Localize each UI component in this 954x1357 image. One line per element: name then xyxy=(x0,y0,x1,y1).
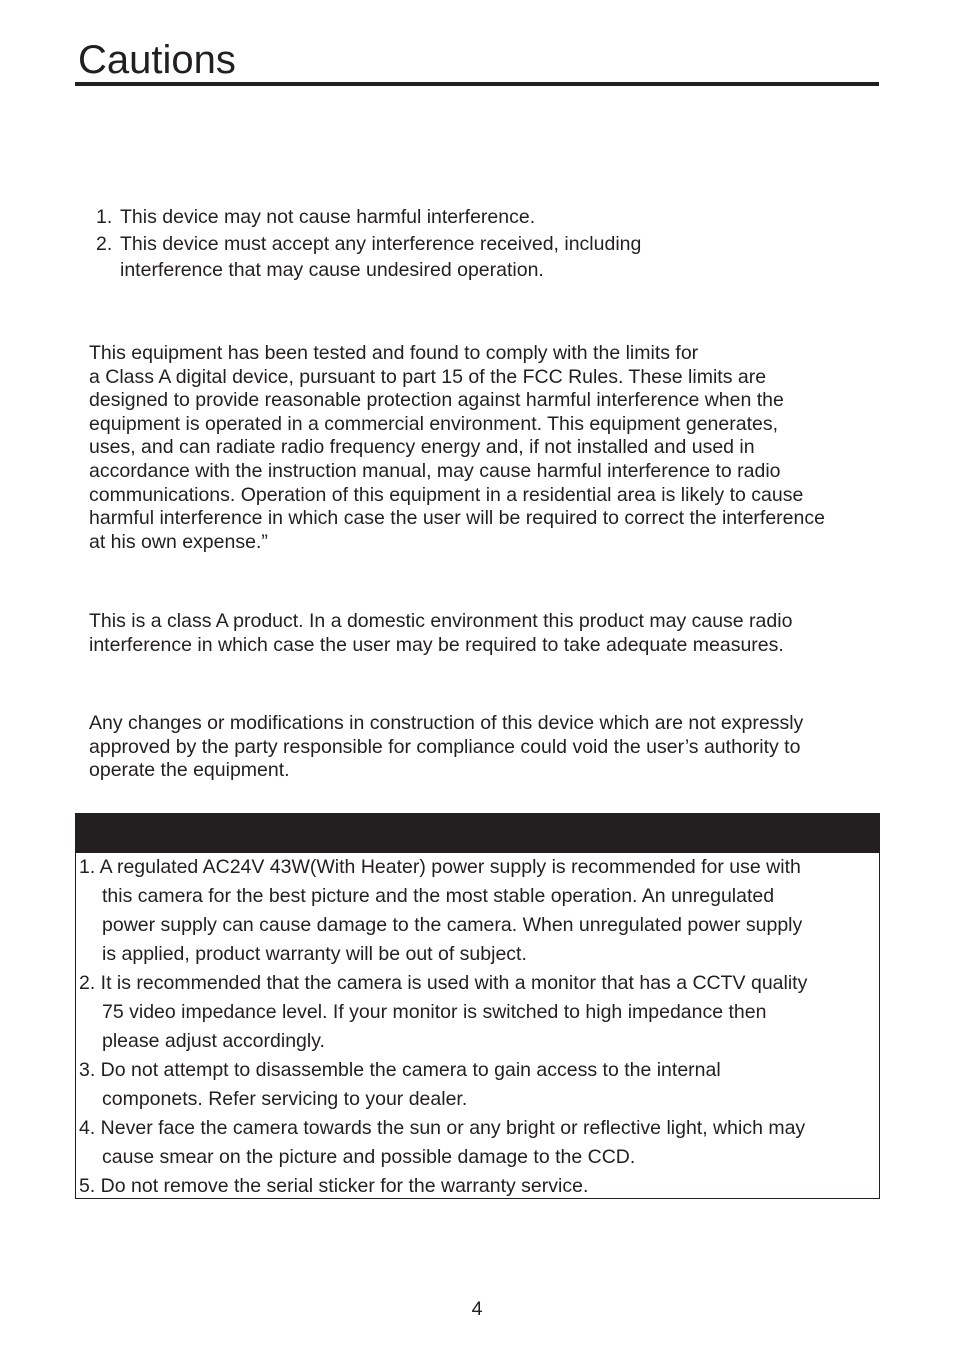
page-title: Cautions xyxy=(78,38,236,82)
list-item xyxy=(79,853,879,969)
list-item xyxy=(79,969,879,1056)
paragraph-line: This equipment has been tested and found to comply with the limits for xyxy=(89,342,699,364)
paragraph-line: harmful interference in which case the user will be required to correct the interference xyxy=(89,507,825,530)
item-text: This device must accept any interference received, including xyxy=(120,232,642,255)
conditions-list xyxy=(96,204,796,284)
paragraph-line: communications. Operation of this equipment in a residential area is likely to cause xyxy=(89,483,804,506)
list-item-continuation xyxy=(96,257,796,284)
list-item xyxy=(79,1172,879,1201)
paragraph-line: at his own expense.” xyxy=(89,530,268,553)
paragraph-line: approved by the party responsible for compliance could void the user’s authority to xyxy=(89,735,801,758)
item-number: 1. xyxy=(96,206,113,228)
paragraph-line: a Class A digital device, pursuant to part 15 of the FCC Rules. These limits are xyxy=(89,365,767,388)
paragraph-line: accordance with the instruction manual, may cause harmful interference to radio xyxy=(89,459,781,482)
precautions-list xyxy=(76,853,879,1201)
item-line: power supply can cause damage to the camera. When unregulated power supply xyxy=(102,914,803,936)
list-item xyxy=(96,204,796,231)
item-line: please adjust accordingly. xyxy=(102,1030,325,1052)
page-number: 4 xyxy=(471,1298,483,1320)
item-line: cause smear on the picture and possible damage to the CCD. xyxy=(102,1146,636,1168)
precautions-header-bar xyxy=(76,814,879,853)
item-line: 2. It is recommended that the camera is used with a monitor that has a CCTV quality xyxy=(79,972,808,994)
paragraph-line: designed to provide reasonable protection against harmful interference when the xyxy=(89,389,784,412)
item-line: 4. Never face the camera towards the sun or any bright or reflective light, which may xyxy=(79,1117,806,1139)
title-divider xyxy=(75,82,879,86)
modifications-paragraph xyxy=(89,712,889,783)
paragraph-line: Any changes or modifications in construction of this device which are not expressly xyxy=(89,712,804,734)
item-line: 3. Do not attempt to disassemble the camera to gain access to the internal xyxy=(79,1059,721,1081)
paragraph-line: This is a class A product. In a domestic environment this product may cause radio xyxy=(89,610,793,632)
paragraph-line: uses, and can radiate radio frequency energy and, if not installed and used in xyxy=(89,436,755,459)
precautions-box xyxy=(75,813,880,1199)
item-line: componets. Refer servicing to your dealer. xyxy=(102,1088,468,1110)
item-line: this camera for the best picture and the most stable operation. An unregulated xyxy=(102,885,775,907)
list-item xyxy=(79,1056,879,1114)
paragraph-line: operate the equipment. xyxy=(89,759,290,782)
item-text: interference that may cause undesired operation. xyxy=(120,259,544,281)
list-item xyxy=(79,1114,879,1172)
list-item xyxy=(96,231,796,258)
item-line: 1. A regulated AC24V 43W(With Heater) power supply is recommended for use with xyxy=(79,856,801,878)
item-line: is applied, product warranty will be out of subject. xyxy=(102,943,527,965)
paragraph-line: equipment is operated in a commercial environment. This equipment generates, xyxy=(89,412,779,435)
item-line: 75 video impedance level. If your monitor is switched to high impedance then xyxy=(102,1001,767,1023)
item-number: 2. xyxy=(96,232,113,255)
paragraph-line: interference in which case the user may be required to take adequate measures. xyxy=(89,633,784,656)
item-text: This device may not cause harmful interference. xyxy=(120,206,536,228)
item-line: 5. Do not remove the serial sticker for the warranty service. xyxy=(79,1175,589,1197)
fcc-paragraph xyxy=(89,342,889,554)
class-a-paragraph xyxy=(89,610,889,657)
